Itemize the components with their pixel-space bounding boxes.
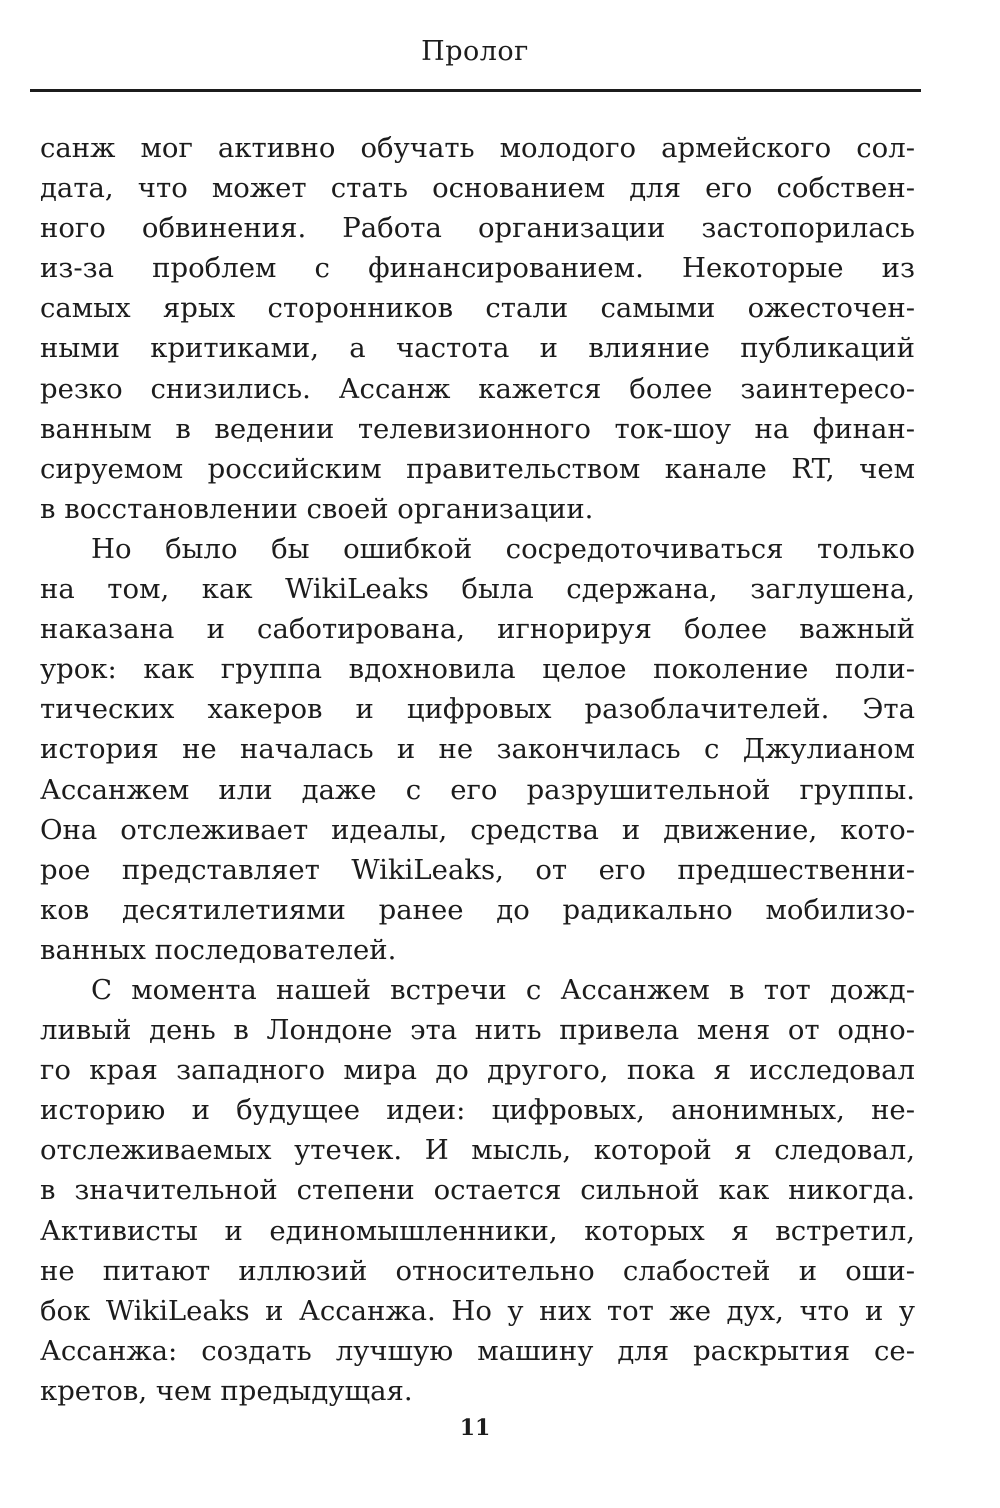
text-line: Ассанжа: создать лучшую машину для раскрытия се- (40, 1334, 915, 1367)
text-line: кретов, чем предыдущая. (40, 1374, 413, 1407)
text-line: в значительной степени остается сильной как никогда. (40, 1174, 915, 1207)
paragraph-1 (40, 128, 915, 529)
text-line: резко снизились. Ассанж кажется более заинтересо- (40, 372, 915, 405)
text-line: ванным в ведении телевизионного ток-шоу на финан- (40, 412, 915, 445)
text-line: рое представляет WikiLeaks, от его предшественни- (40, 853, 915, 886)
text-line: Активисты и единомышленники, которых я встретил, (40, 1214, 915, 1247)
running-head: Пролог (421, 36, 529, 67)
text-line: из-за проблем с финансированием. Некоторые из (40, 252, 915, 285)
text-line: отслеживаемых утечек. И мысль, которой я следовал, (40, 1134, 915, 1167)
text-line: го края западного мира до другого, пока я исследовал (40, 1054, 915, 1087)
text-line: ными критиками, а частота и влияние публикаций (40, 332, 915, 365)
text-line: Ассанжем или даже с его разрушительной группы. (40, 773, 915, 806)
text-line: Но было бы ошибкой сосредоточиваться только (91, 532, 915, 565)
text-line: сируемом российским правительством канале RT, чем (40, 452, 915, 485)
text-line: наказана и саботирована, игнорируя более важный (40, 613, 915, 646)
text-line: С момента нашей встречи с Ассанжем в тот дожд- (91, 973, 915, 1006)
text-line: ного обвинения. Работа организации застопорилась (40, 212, 915, 245)
text-line: тических хакеров и цифровых разоблачителей. Эта (40, 693, 915, 726)
text-line: самых ярых сторонников стали самыми ожесточен- (40, 292, 915, 325)
text-line: на том, как WikiLeaks была сдержана, заглушена, (40, 573, 915, 606)
text-line: санж мог активно обучать молодого армейского сол- (40, 132, 915, 164)
paragraph-2 (40, 529, 915, 970)
text-line: ванных последователей. (40, 933, 397, 966)
text-line: историю и будущее идеи: цифровых, анонимных, не- (40, 1094, 915, 1127)
text-line: дата, что может стать основанием для его собствен- (40, 172, 915, 205)
text-line: ков десятилетиями ранее до радикально мобилизо- (40, 893, 915, 926)
header-rule (30, 89, 921, 92)
paragraph-3 (40, 970, 915, 1411)
text-line: Она отслеживает идеалы, средства и движение, кото- (40, 813, 915, 846)
text-line: урок: как группа вдохновила целое поколение поли- (40, 653, 915, 686)
text-line: не питают иллюзий относительно слабостей и оши- (40, 1254, 915, 1287)
text-line: ливый день в Лондоне эта нить привела меня от одно- (40, 1014, 915, 1047)
body-text (40, 128, 915, 1411)
text-line: в восстановлении своей организации. (40, 492, 594, 525)
text-line: бок WikiLeaks и Ассанжа. Но у них тот же дух, что и у (40, 1294, 915, 1327)
text-line: история не началась и не закончилась с Джулианом (40, 733, 915, 766)
page-number: 11 (459, 1415, 491, 1441)
